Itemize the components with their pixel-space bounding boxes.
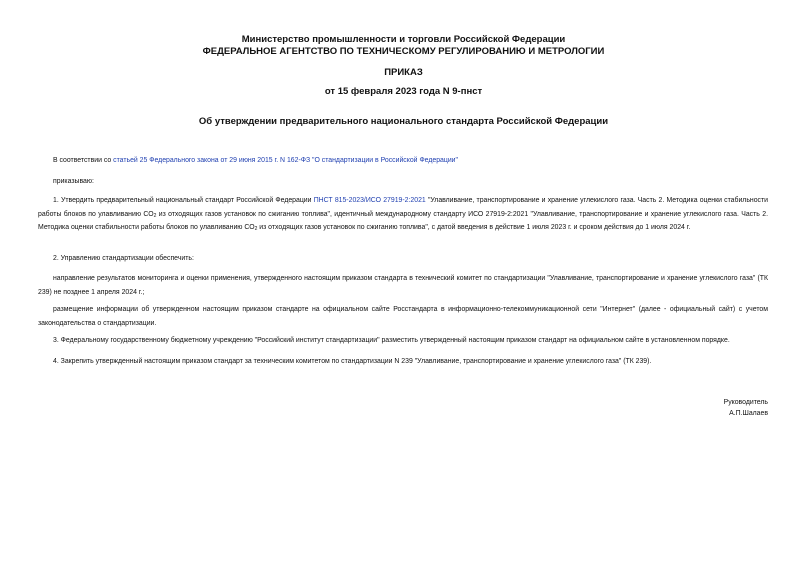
document-date-number: от 15 февраля 2023 года N 9-пнст <box>324 86 483 97</box>
item-1-text-b: из отходящих газов установок по сжиганию топлива", идентичный международному стандарту ИСО 27919-2:2021 "Улавливание, транспортирование и хранение углекислого газа. Часть 2. Методика оценки стабильности работы блоков по улавливанию СО <box>38 210 768 231</box>
ministry-name: Министерство промышленности и торговли Российской Федерации <box>241 34 566 45</box>
item-2-paragraph: 2. Управлению стандартизации обеспечить: <box>53 255 194 262</box>
co2-subscript: 2 <box>153 212 157 219</box>
item-4-paragraph: 4. Закрепить утвержденный настоящим приказом стандарт за техническим комитетом по стандартизации N 239 "Улавливание, транспортирование и хранение углекислого газа" (ТК 239). <box>53 358 652 365</box>
order-word: приказываю: <box>53 178 94 185</box>
item-2a-paragraph: направление результатов мониторинга и оценки применения, утвержденного настоящим приказом стандарта в технический комитет по стандартизации "Улавливание, транспортирование и хранение углекислого газа" (ТК 239) не позднее 1 апреля 2024 г.; <box>38 275 768 296</box>
signatory-name: А.П.Шалаев <box>729 410 768 417</box>
co2-subscript: 2 <box>254 226 258 232</box>
item-1-text-a: "Улавливание, транспортирование и хранение углекислого газа. Часть 2. Методика оценки стабильности работы блоков по улавливанию СО <box>38 197 769 218</box>
preamble-text: В соответствии со <box>53 157 114 164</box>
item-1-text-c: из отходящих газов установок по сжиганию топлива", с датой введения в действие 1 июля 2023 г. и сроком действия до 1 июля 2024 г. <box>257 224 691 231</box>
signature-block <box>568 397 768 419</box>
item-1-prefix: 1. Утвердить предварительный национальный стандарт Российской Федерации <box>53 197 314 204</box>
law-article-link[interactable]: статьей 25 Федерального закона от 29 июня 2015 г. N 162-ФЗ "О стандартизации в Российской Федерации" <box>113 157 458 164</box>
preamble-paragraph <box>38 154 768 168</box>
signatory-title: Руководитель <box>723 399 768 406</box>
standard-link[interactable]: ПНСТ 815-2023/ИСО 27919-2:2021 <box>313 197 426 204</box>
item-1-paragraph <box>38 194 768 235</box>
item-3-paragraph: 3. Федеральному государственному бюджетному учреждению "Российский институт стандартизации" разместить утвержденный настоящим приказом стандарт на официальном сайте в установленном порядке. <box>53 337 730 344</box>
document-type: ПРИКАЗ <box>384 67 423 78</box>
item-2b-paragraph: размещение информации об утвержденном настоящим приказом стандарте на официальном сайте Росстандарта в информационно-телекоммуникационной сети "Интернет" (далее - официальный сайт) с учетом законодательства о стандартизации. <box>38 306 768 327</box>
document-subject: Об утверждении предварительного национального стандарта Российской Федерации <box>198 116 609 127</box>
agency-name: ФЕДЕРАЛЬНОЕ АГЕНТСТВО ПО ТЕХНИЧЕСКОМУ РЕГУЛИРОВАНИЮ И МЕТРОЛОГИИ <box>202 46 605 57</box>
